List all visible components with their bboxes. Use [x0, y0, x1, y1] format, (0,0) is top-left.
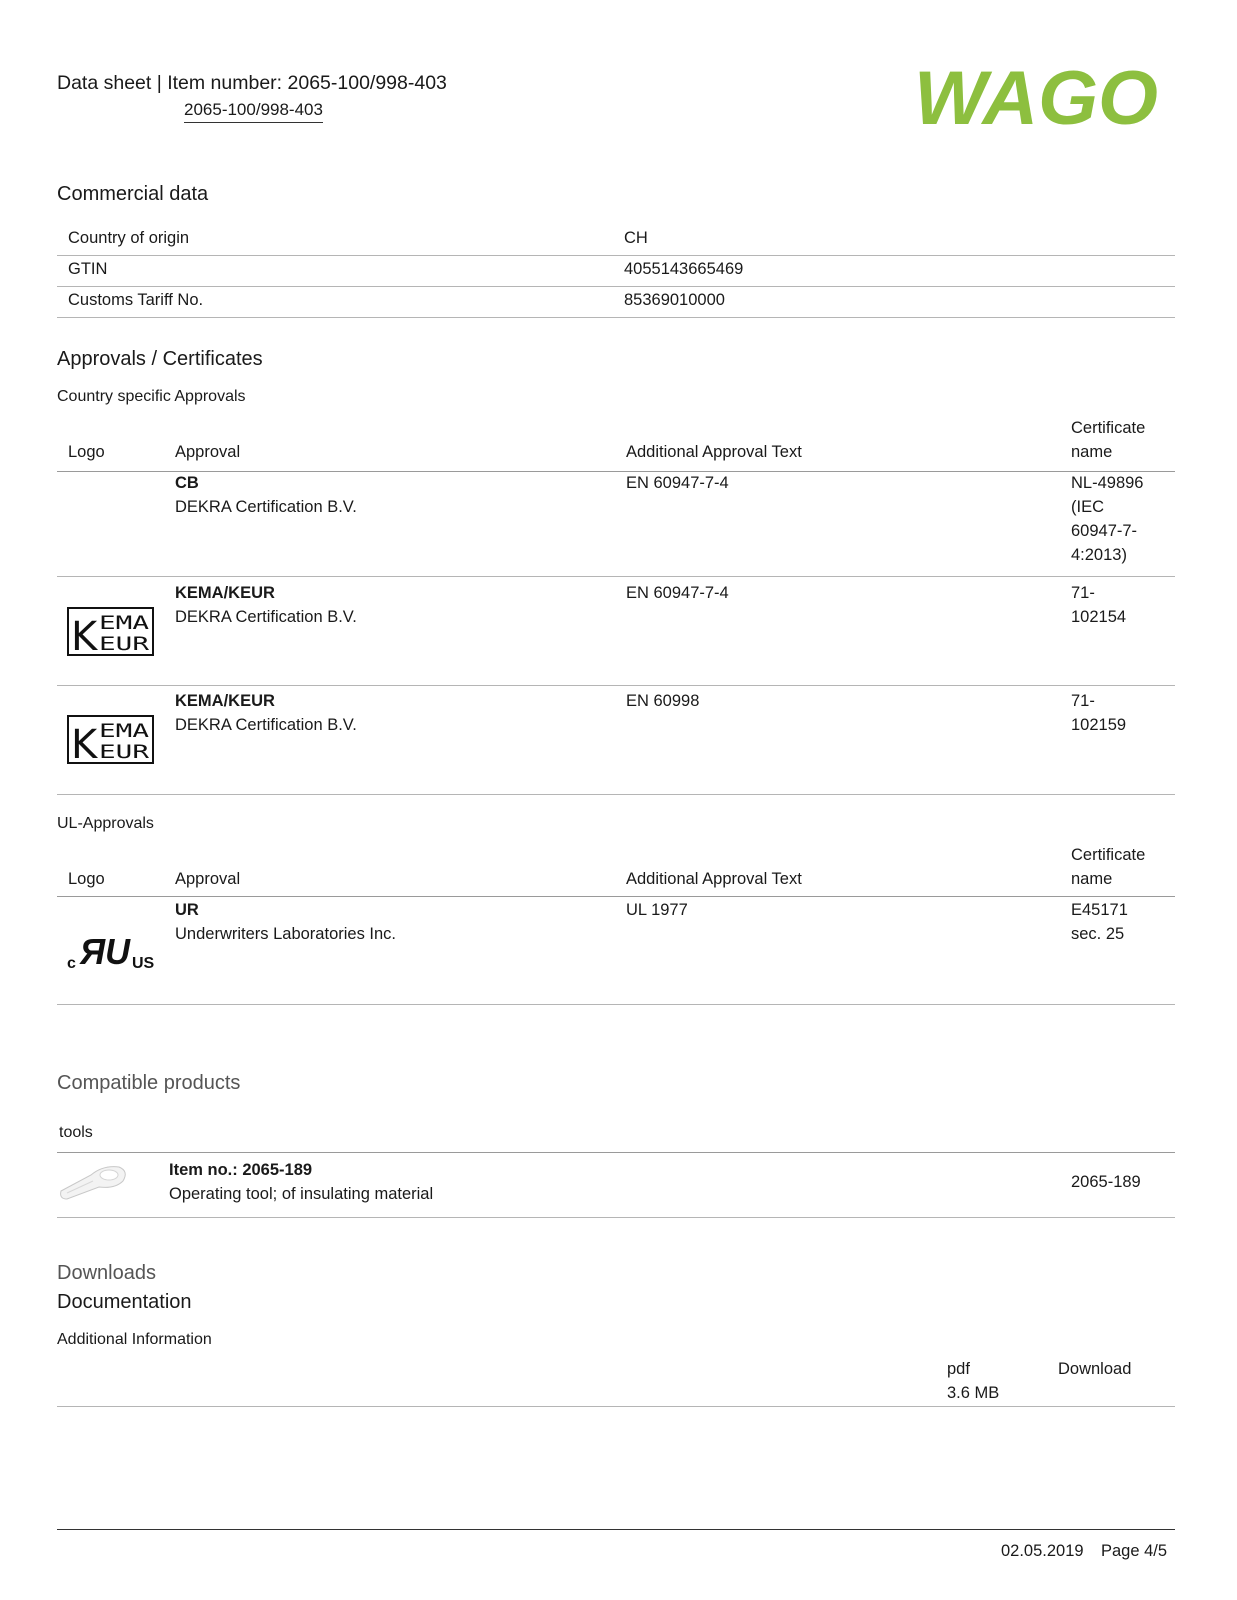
additional-text: EN 60947-7-4 — [626, 584, 729, 602]
table-divider — [57, 286, 1175, 287]
commercial-label: GTIN — [68, 260, 108, 278]
file-info: pdf 3.6 MB — [947, 1360, 1000, 1402]
ul-approvals-heading: UL-Approvals — [57, 815, 154, 832]
download-link[interactable]: Download — [1058, 1360, 1132, 1378]
svg-text:ЯU: ЯU — [79, 932, 131, 972]
commercial-data-heading: Commercial data — [57, 183, 209, 205]
col-approval: Approval — [175, 870, 241, 888]
documentation-heading: Documentation — [57, 1291, 192, 1313]
commercial-label: Country of origin — [68, 229, 190, 247]
table-divider — [57, 685, 1175, 686]
certificate-name: 71- 102154 — [1071, 584, 1127, 626]
tools-group-heading: tools — [59, 1124, 93, 1141]
additional-text: UL 1977 — [626, 901, 688, 919]
footer-divider — [57, 1529, 1175, 1530]
table-divider — [57, 1217, 1175, 1218]
compatible-item-number[interactable]: 2065-189 — [1071, 1173, 1141, 1191]
col-logo: Logo — [68, 443, 105, 461]
col-logo: Logo — [68, 870, 105, 888]
col-cert: Certificate name — [1071, 846, 1146, 888]
svg-text:US: US — [132, 955, 155, 972]
certificate-name: 71- 102159 — [1071, 692, 1127, 734]
table-divider — [57, 896, 1175, 897]
table-divider — [57, 1406, 1175, 1407]
svg-text:c: c — [67, 955, 76, 972]
commercial-value: 85369010000 — [624, 291, 725, 309]
additional-text: EN 60947-7-4 — [626, 474, 729, 492]
certificate-name: E45171 sec. 25 — [1071, 901, 1128, 943]
approval-cell: KEMA/KEUR DEKRA Certification B.V. — [175, 584, 357, 626]
operating-tool-image[interactable] — [57, 1157, 129, 1201]
col-additional: Additional Approval Text — [626, 443, 802, 461]
table-divider — [57, 255, 1175, 256]
footer-date: 02.05.2019 — [1001, 1542, 1084, 1560]
svg-text:K: K — [71, 614, 98, 656]
compatible-products-heading: Compatible products — [57, 1072, 241, 1094]
approval-cell: KEMA/KEUR DEKRA Certification B.V. — [175, 692, 357, 734]
kema-keur-logo — [67, 715, 154, 764]
col-additional: Additional Approval Text — [626, 870, 802, 888]
col-cert: Certificate name — [1071, 419, 1146, 461]
additional-information-heading: Additional Information — [57, 1331, 212, 1348]
item-number-link[interactable]: 2065-100/998-403 — [184, 100, 323, 123]
additional-text: EN 60998 — [626, 692, 700, 710]
table-divider — [57, 1152, 1175, 1153]
svg-text:EMA: EMA — [99, 720, 150, 742]
approval-cell: CB DEKRA Certification B.V. — [175, 474, 357, 516]
svg-text:K: K — [71, 722, 98, 764]
svg-text:EUR: EUR — [99, 741, 150, 763]
svg-text:EUR: EUR — [99, 633, 150, 655]
table-divider — [57, 1004, 1175, 1005]
table-divider — [57, 576, 1175, 577]
wago-logo — [914, 58, 1164, 142]
table-divider — [57, 317, 1175, 318]
footer-page-number: Page 4/5 — [1101, 1542, 1168, 1560]
commercial-value: 4055143665469 — [624, 260, 744, 278]
kema-keur-logo — [67, 607, 154, 656]
ur-mark-logo — [66, 932, 156, 972]
certificate-name: NL-49896 (IEC 60947-7- 4:2013) — [1071, 474, 1144, 564]
approval-cell: UR Underwriters Laboratories Inc. — [175, 901, 397, 943]
compatible-item[interactable]: Item no.: 2065-189 Operating tool; of insulating material — [169, 1161, 434, 1203]
table-divider — [57, 794, 1175, 795]
document-title: Data sheet | Item number: 2065-100/998-403 — [57, 72, 447, 94]
downloads-heading: Downloads — [57, 1262, 156, 1284]
approvals-heading: Approvals / Certificates — [57, 348, 263, 370]
wago-logo-text: WAGO — [914, 58, 1158, 141]
commercial-value: CH — [624, 229, 648, 247]
country-approvals-heading: Country specific Approvals — [57, 388, 246, 405]
col-approval: Approval — [175, 443, 241, 461]
commercial-label: Customs Tariff No. — [68, 291, 204, 309]
svg-text:EMA: EMA — [99, 612, 150, 634]
